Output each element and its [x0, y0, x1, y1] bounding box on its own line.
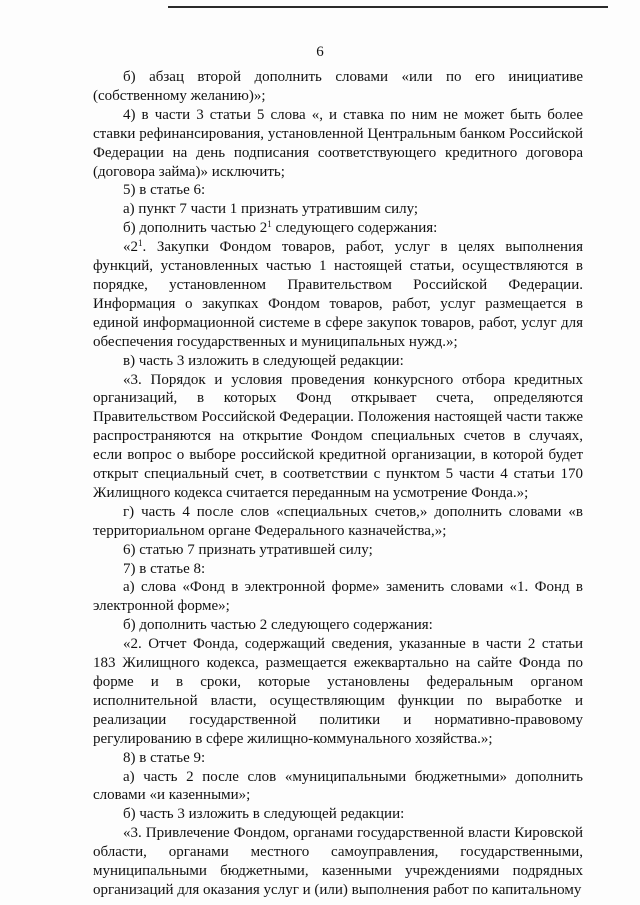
paragraph	[93, 219, 583, 238]
paragraph: 7) в статье 8:	[123, 560, 206, 577]
paragraph-text: б) дополнить частью 2	[123, 220, 268, 237]
paragraph: «2. Отчет Фонда, содержащий сведения, указанные в части 2 статьи 183 Жилищного кодекса, размещается ежеквартально на сайте Фонда по форме и в сроки, которые установлены федеральным органом исполнительной власти, осуществляющим функции по выработке и реализации государственной политики и нормативно-правовому регулированию в сфере жилищно-коммунального хозяйства.»;	[93, 636, 583, 747]
paragraph: 6) статью 7 признать утратившей силу;	[123, 541, 373, 558]
superscript: 1	[267, 219, 272, 230]
paragraph: б) абзац второй дополнить словами «или по его инициативе (собственному желанию)»;	[93, 69, 583, 104]
paragraph: 5) в статье 6:	[123, 182, 206, 199]
paragraph-text: . Закупки Фондом товаров, работ, услуг в целях выполнения функций, установленных частью 1 настоящей статьи, осуществляются в порядке, установленном Правительством Российской Федерации. Информация о закупках Фондом товаров, работ, услуг размещается в единой информационной системе в сфере закупок товаров, работ, услуг для обеспечения государственных и муниципальных нужд.»;	[93, 239, 583, 350]
paragraph	[93, 238, 583, 351]
superscript: 1	[138, 238, 143, 249]
paragraph: в) часть 3 изложить в следующей редакции:	[123, 352, 404, 369]
paragraph: г) часть 4 после слов «специальных счетов,» дополнить словами «в территориальном органе Федерального казначейства,»;	[93, 503, 583, 539]
paragraph: б) дополнить частью 2 следующего содержания:	[123, 617, 433, 634]
paragraph: «3. Порядок и условия проведения конкурсного отбора кредитных организаций, в которых Фонд открывает счета, определяются Правительством Российской Федерации. Положения настоящей части также распространяются на открытие Фондом специальных счетов в случаях, если вопрос о выборе российской кредитной организации, в которой будет открыт специальный счет, в соответствии с пунктом 5 части 4 статьи 170 Жилищного кодекса считается переданным на усмотрение Фонда.»;	[93, 371, 583, 501]
paragraph-text: следующего содержания:	[271, 220, 438, 237]
paragraph: а) слова «Фонд в электронной форме» заменить словами «1. Фонд в электронной форме»;	[93, 579, 583, 615]
paragraph: б) часть 3 изложить в следующей редакции:	[123, 806, 405, 823]
page-number: 6	[316, 44, 324, 60]
paragraph: 8) в статье 9:	[123, 749, 206, 766]
scan-edge-line	[168, 6, 608, 8]
paragraph: «3. Привлечение Фондом, органами государственной власти Кировской области, органами местного самоуправления, государственными, муниципальными бюджетными, казенными учреждениями подрядных организаций для оказания услуг и (или) выполнения работ по капитальному	[93, 825, 583, 898]
paragraph: 4) в части 3 статьи 5 слова «, и ставка по ним не может быть более ставки рефинансирования, установленной Центральным банком Российской Федерации на день подписания соответствующего кредитного договора (договора займа)» исключить;	[93, 106, 583, 180]
paragraph-text: «2	[123, 239, 138, 256]
paragraph: а) часть 2 после слов «муниципальными бюджетными» дополнить словами «и казенными»;	[93, 768, 583, 804]
body-text	[93, 68, 583, 900]
paragraph: а) пункт 7 части 1 признать утратившим силу;	[123, 201, 419, 218]
